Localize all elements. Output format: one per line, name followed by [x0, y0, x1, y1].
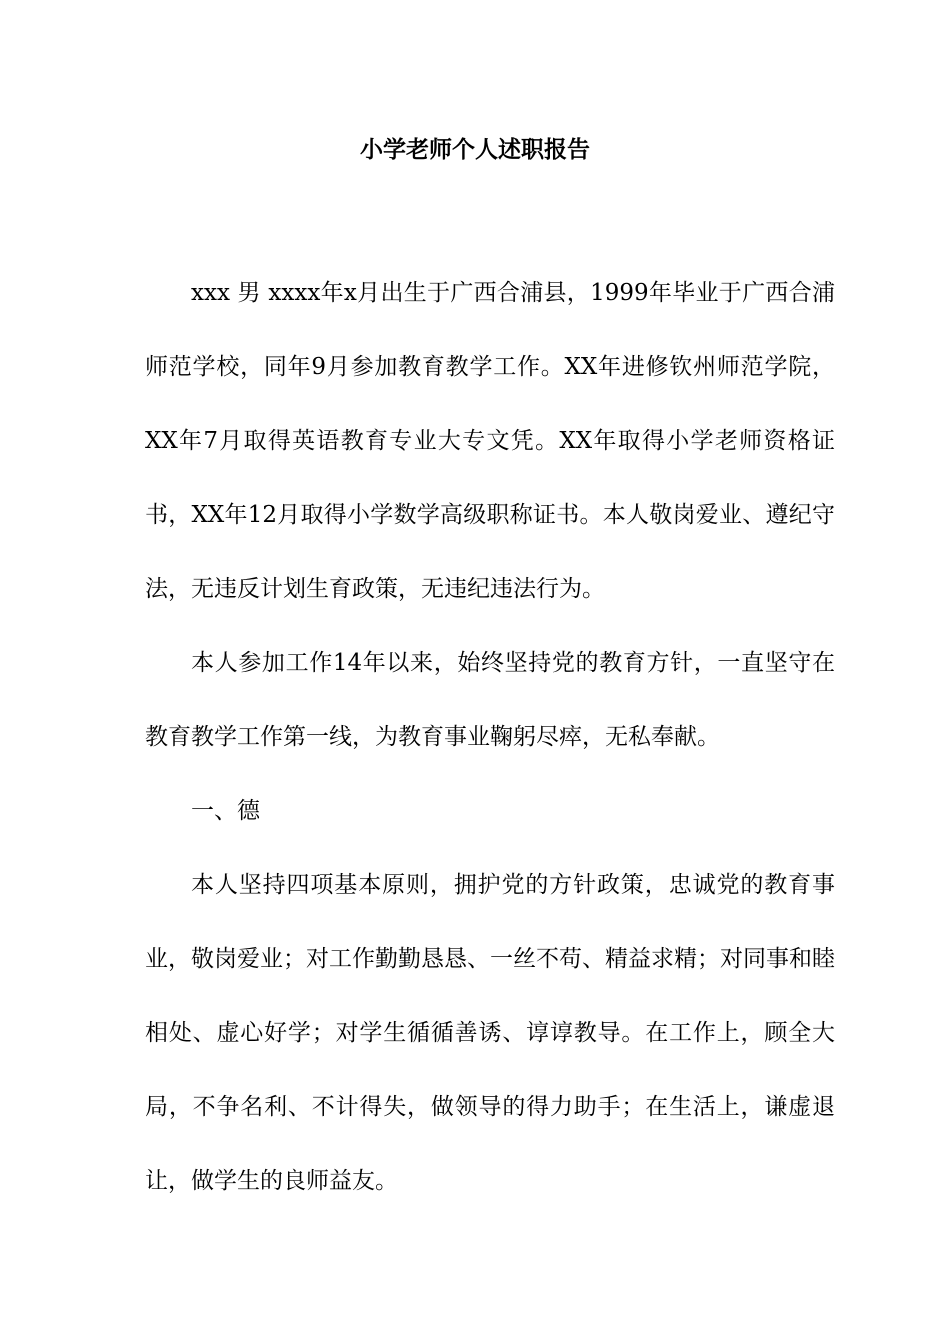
section-heading-virtue: 一、德	[191, 798, 260, 824]
document-body	[145, 256, 835, 1218]
paragraph-work-summary: 本人参加工作14年以来，始终坚持党的教育方针，一直坚守在教育教学工作第一线，为教育事业鞠躬尽瘁，无私奉献。	[145, 650, 835, 750]
paragraph-personal-info: xxx 男 xxxx年x月出生于广西合浦县，1999年毕业于广西合浦师范学校，同年9月参加教育教学工作。XX年进修钦州师范学院，XX年7月取得英语教育专业大专文凭。XX年取得小学老师资格证书，XX年12月取得小学数学高级职称证书。本人敬岗爱业、遵纪守法，无违反计划生育政策，无违纪违法行为。	[145, 280, 835, 602]
paragraph-virtue: 本人坚持四项基本原则，拥护党的方针政策，忠诚党的教育事业，敬岗爱业；对工作勤勤恳恳、一丝不苟、精益求精；对同事和睦相处、虚心好学；对学生循循善诱、谆谆教导。在工作上，顾全大局，不争名利、不计得失，做领导的得力助手；在生活上，谦虚退让，做学生的良师益友。	[145, 872, 835, 1194]
document-title: 小学老师个人述职报告	[360, 136, 590, 163]
